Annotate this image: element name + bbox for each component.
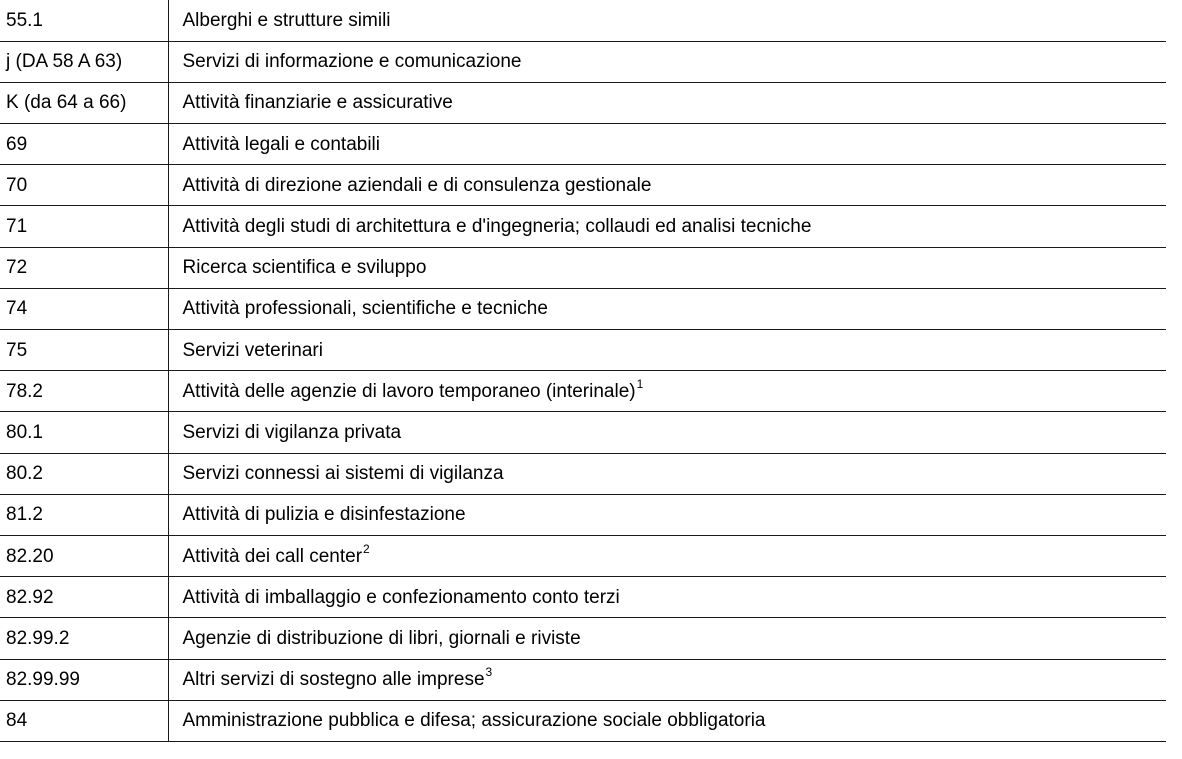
activity-code-cell: 82.20 — [0, 535, 168, 576]
footnote-marker: 1 — [636, 376, 644, 391]
activity-code-cell: 69 — [0, 124, 168, 165]
activity-description-text: Attività di direzione aziendali e di consulenza gestionale — [182, 174, 652, 196]
activity-description-cell — [168, 165, 1166, 206]
activity-code-cell: 80.2 — [0, 453, 168, 494]
activity-code-cell: 72 — [0, 247, 168, 288]
activity-code-cell: 74 — [0, 288, 168, 329]
activity-description-cell — [168, 41, 1166, 82]
activity-description-text: Attività professionali, scientifiche e tecniche — [182, 298, 548, 320]
activity-code-cell: 55.1 — [0, 0, 168, 41]
activity-code-cell: j (DA 58 A 63) — [0, 41, 168, 82]
activity-description-text: Alberghi e strutture simili — [182, 9, 391, 31]
table-row — [0, 124, 1166, 165]
activity-description-text: Servizi di vigilanza privata — [182, 421, 402, 443]
activity-description-cell — [168, 577, 1166, 618]
activity-description-text: Agenzie di distribuzione di libri, giornali e riviste — [182, 627, 581, 649]
table-row — [0, 247, 1166, 288]
activity-code-cell: 82.99.2 — [0, 618, 168, 659]
activity-code-cell: 71 — [0, 206, 168, 247]
activity-description-text: Servizi veterinari — [182, 339, 323, 361]
table-row — [0, 412, 1166, 453]
footnote-marker: 3 — [485, 665, 493, 680]
activity-code-cell: 80.1 — [0, 412, 168, 453]
activity-description-text: Attività di pulizia e disinfestazione — [182, 504, 466, 526]
table-row — [0, 82, 1166, 123]
activity-description-text: Attività di imballaggio e confezionamento conto terzi — [182, 586, 620, 608]
activity-code-cell: 82.99.99 — [0, 659, 168, 700]
activity-description-cell — [168, 659, 1166, 700]
activity-description-cell — [168, 412, 1166, 453]
activity-description-cell — [168, 0, 1166, 41]
table-row — [0, 0, 1166, 41]
activity-description-text: Servizi connessi ai sistemi di vigilanza — [182, 463, 504, 485]
activity-description-cell — [168, 288, 1166, 329]
activity-description-text: Attività degli studi di architettura e d'ingegneria; collaudi ed analisi tecniche — [182, 216, 812, 238]
activity-description-cell — [168, 371, 1166, 412]
table-row — [0, 330, 1166, 371]
activity-description-text: Amministrazione pubblica e difesa; assicurazione sociale obbligatoria — [182, 710, 766, 732]
activity-description-cell — [168, 618, 1166, 659]
activity-code-cell: 81.2 — [0, 494, 168, 535]
activity-description-text: Attività finanziarie e assicurative — [182, 92, 453, 114]
activity-description-cell — [168, 82, 1166, 123]
activity-description-cell — [168, 535, 1166, 576]
activity-description-cell — [168, 330, 1166, 371]
activity-code-cell: 84 — [0, 700, 168, 741]
activity-description-text: Attività dei call center — [182, 545, 363, 567]
table-row — [0, 453, 1166, 494]
table-row — [0, 577, 1166, 618]
activity-description-text: Attività delle agenzie di lavoro temporaneo (interinale) — [182, 380, 636, 402]
table-row — [0, 41, 1166, 82]
activity-description-text: Servizi di informazione e comunicazione — [182, 51, 522, 73]
table-row — [0, 165, 1166, 206]
activity-code-cell: 78.2 — [0, 371, 168, 412]
table-row — [0, 700, 1166, 741]
activity-description-cell — [168, 124, 1166, 165]
activity-description-text: Attività legali e contabili — [182, 133, 380, 155]
table-row — [0, 494, 1166, 535]
activity-description-cell — [168, 247, 1166, 288]
table-row — [0, 288, 1166, 329]
activity-description-cell — [168, 206, 1166, 247]
table-row — [0, 618, 1166, 659]
activity-code-cell: 70 — [0, 165, 168, 206]
activity-description-text: Altri servizi di sostegno alle imprese — [182, 669, 485, 691]
table-row — [0, 535, 1166, 576]
activity-description-cell — [168, 700, 1166, 741]
activity-description-cell — [168, 494, 1166, 535]
footnote-marker: 2 — [363, 541, 370, 556]
table-row — [0, 371, 1166, 412]
activity-code-cell: 75 — [0, 330, 168, 371]
table-row — [0, 659, 1166, 700]
activity-description-cell — [168, 453, 1166, 494]
activity-description-text: Ricerca scientifica e sviluppo — [182, 257, 427, 279]
activity-code-cell: K (da 64 a 66) — [0, 82, 168, 123]
table-row — [0, 206, 1166, 247]
activity-code-cell: 82.92 — [0, 577, 168, 618]
